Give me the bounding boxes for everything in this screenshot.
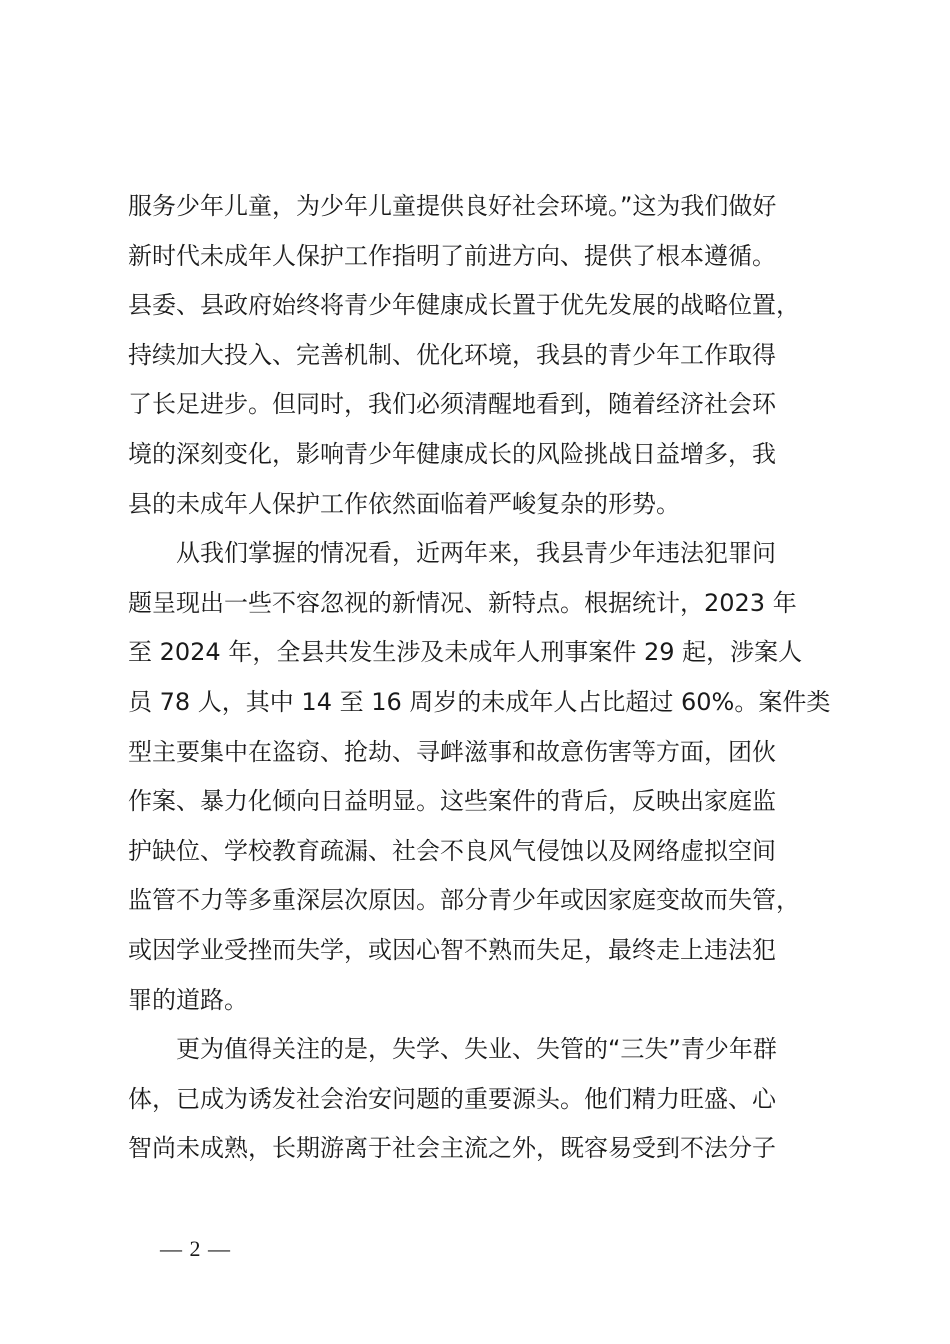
text-line: 从我们掌握的情况看，近两年来，我县青少年违法犯罪问 [128, 539, 776, 568]
text-line: 或因学业受挫而失学，或因心智不熟而失足，最终走上违法犯 [128, 935, 776, 964]
text-line: 作案、暴力化倾向日益明显。这些案件的背后，反映出家庭监 [128, 787, 776, 816]
text-line: 题呈现出一些不容忽视的新情况、新特点。根据统计，2023 年 [128, 588, 797, 617]
text-line: 境的深刻变化，影响青少年健康成长的风险挑战日益增多，我 [128, 439, 776, 468]
text-line: 了长足进步。但同时，我们必须清醒地看到，随着经济社会环 [128, 390, 776, 419]
text-line: 更为值得关注的是，失学、失业、失管的“三失”青少年群 [128, 1035, 777, 1064]
text-line: 服务少年儿童，为少年儿童提供良好社会环境。”这为我们做好 [128, 192, 777, 220]
body-text [128, 182, 858, 1174]
text-line: 罪的道路。 [128, 985, 248, 1014]
text-line: 智尚未成熟，长期游离于社会主流之外，既容易受到不法分子 [128, 1134, 776, 1163]
text-line: 护缺位、学校教育疏漏、社会不良风气侵蚀以及网络虚拟空间 [128, 836, 776, 865]
text-line: 监管不力等多重深层次原因。部分青少年或因家庭变故而失管， [128, 886, 800, 915]
text-line: 员 78 人，其中 14 至 16 周岁的未成年人占比超过 60%。案件类 [128, 687, 831, 716]
text-line: 新时代未成年人保护工作指明了前进方向、提供了根本遵循。 [128, 241, 776, 270]
text-line: 县的未成年人保护工作依然面临着严峻复杂的形势。 [128, 489, 680, 518]
text-line: 型主要集中在盗窃、抢劫、寻衅滋事和故意伤害等方面，团伙 [128, 737, 776, 766]
text-line: 持续加大投入、完善机制、优化环境，我县的青少年工作取得 [128, 340, 776, 369]
page-number: — 2 — [160, 1236, 231, 1261]
text-line: 县委、县政府始终将青少年健康成长置于优先发展的战略位置， [128, 291, 800, 320]
text-line: 体，已成为诱发社会治安问题的重要源头。他们精力旺盛、心 [128, 1084, 776, 1113]
text-line: 至 2024 年，全县共发生涉及未成年人刑事案件 29 起，涉案人 [128, 638, 803, 667]
